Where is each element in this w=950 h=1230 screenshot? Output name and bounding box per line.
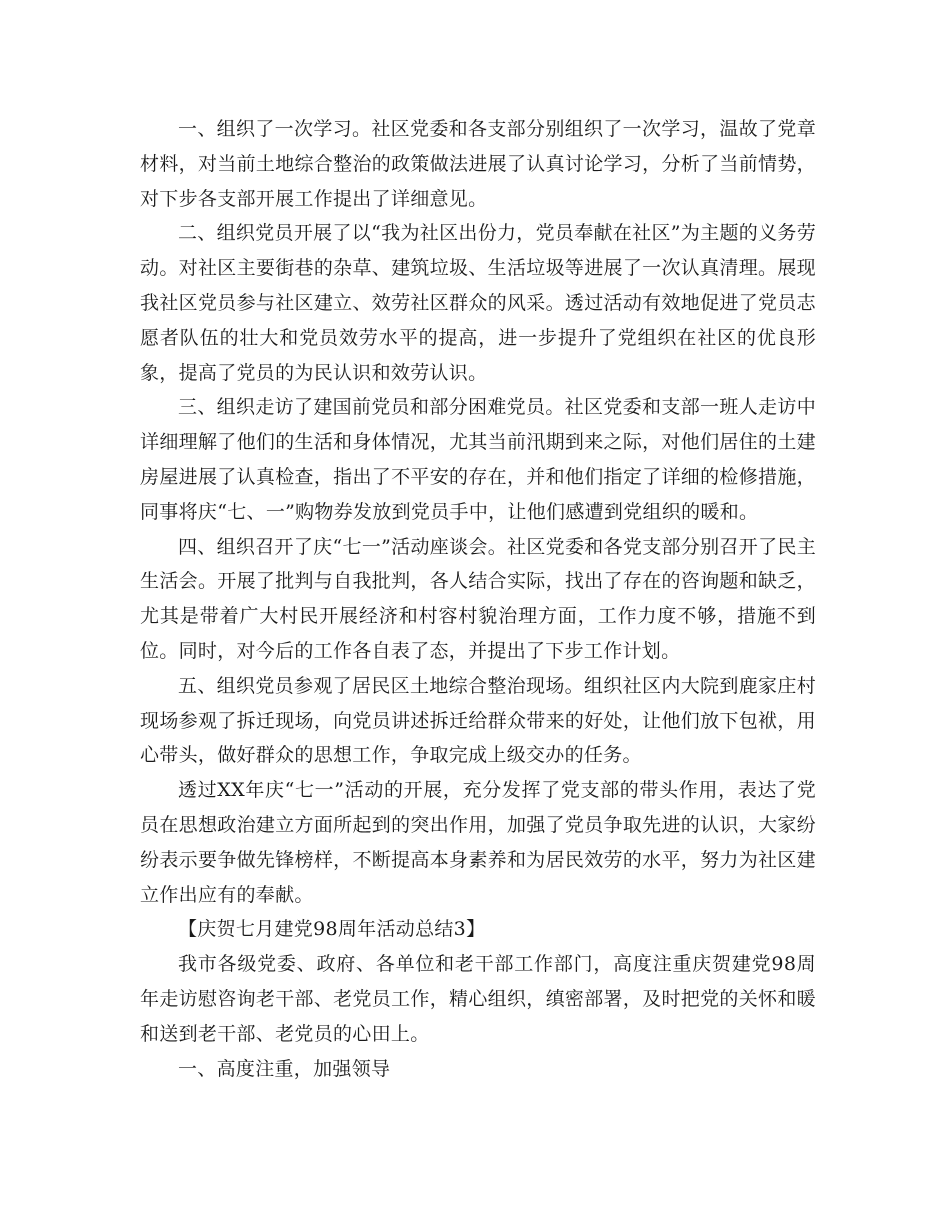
paragraph-visits: 三、组织走访了建国前党员和部分困难党员。社区党委和支部一班人走访中详细理解了他们的生活和身体情况，尤其当前汛期到来之际，对他们居住的土建房屋进展了认真检查，指出了不平安的存在，并和他们指定了详细的检修措施，同事将庆“七、一”购物券发放到党员手中，让他们感遭到党组织的暖和。: [140, 396, 816, 523]
paragraph-forum: 四、组织召开了庆“七一”活动座谈会。社区党委和各党支部分别召开了民主生活会。开展了批判与自我批判，各人结合实际，找出了存在的咨询题和缺乏，尤其是带着广大村民开展经济和村容村貌治理方面，工作力度不够，措施不到位。同时，对今后的工作各自表了态，并提出了下步工作计划。: [140, 535, 816, 662]
paragraph-intro: 我市各级党委、政府、各单位和老干部工作部门，高度注重庆贺建党98周年走访慰咨询老干部、老党员工作，精心组织，缜密部署，及时把党的关怀和暖和送到老干部、老党员的心田上。: [140, 953, 816, 1045]
paragraph-conclusion: 透过XX年庆“七一”活动的开展，充分发挥了党支部的带头作用，表达了党员在思想政治建立方面所起到的突出作用，加强了党员争取先进的认识，大家纷纷表示要争做先锋榜样，不断提高本身素养和为居民效劳的水平，努力为社区建立作出应有的奉献。: [140, 779, 816, 906]
subheading: 一、高度注重，加强领导: [178, 1057, 391, 1080]
paragraph-study: 一、组织了一次学习。社区党委和各支部分别组织了一次学习，温故了党章材料，对当前土地综合整治的政策做法进展了认真讨论学习，分析了当前情势，对下步各支部开展工作提出了详细意见。: [140, 118, 816, 210]
section-heading: 【庆贺七月建党98周年活动总结3】: [178, 918, 486, 941]
paragraph-volunteer-labor: 二、组织党员开展了以“我为社区出份力，党员奉献在社区”为主题的义务劳动。对社区主要街巷的杂草、建筑垃圾、生活垃圾等进展了一次认真清理。展现我社区党员参与社区建立、效劳社区群众的风采。透过活动有效地促进了党员志愿者队伍的壮大和党员效劳水平的提高，进一步提升了党组织在社区的优良形象，提高了党员的为民认识和效劳认识。: [140, 222, 816, 384]
document-body: [140, 112, 816, 1086]
paragraph-site-visit: 五、组织党员参观了居民区土地综合整治现场。组织社区内大院到鹿家庄村现场参观了拆迁现场，向党员讲述拆迁给群众带来的好处，让他们放下包袱，用心带头，做好群众的思想工作，争取完成上级交办的任务。: [140, 674, 816, 767]
